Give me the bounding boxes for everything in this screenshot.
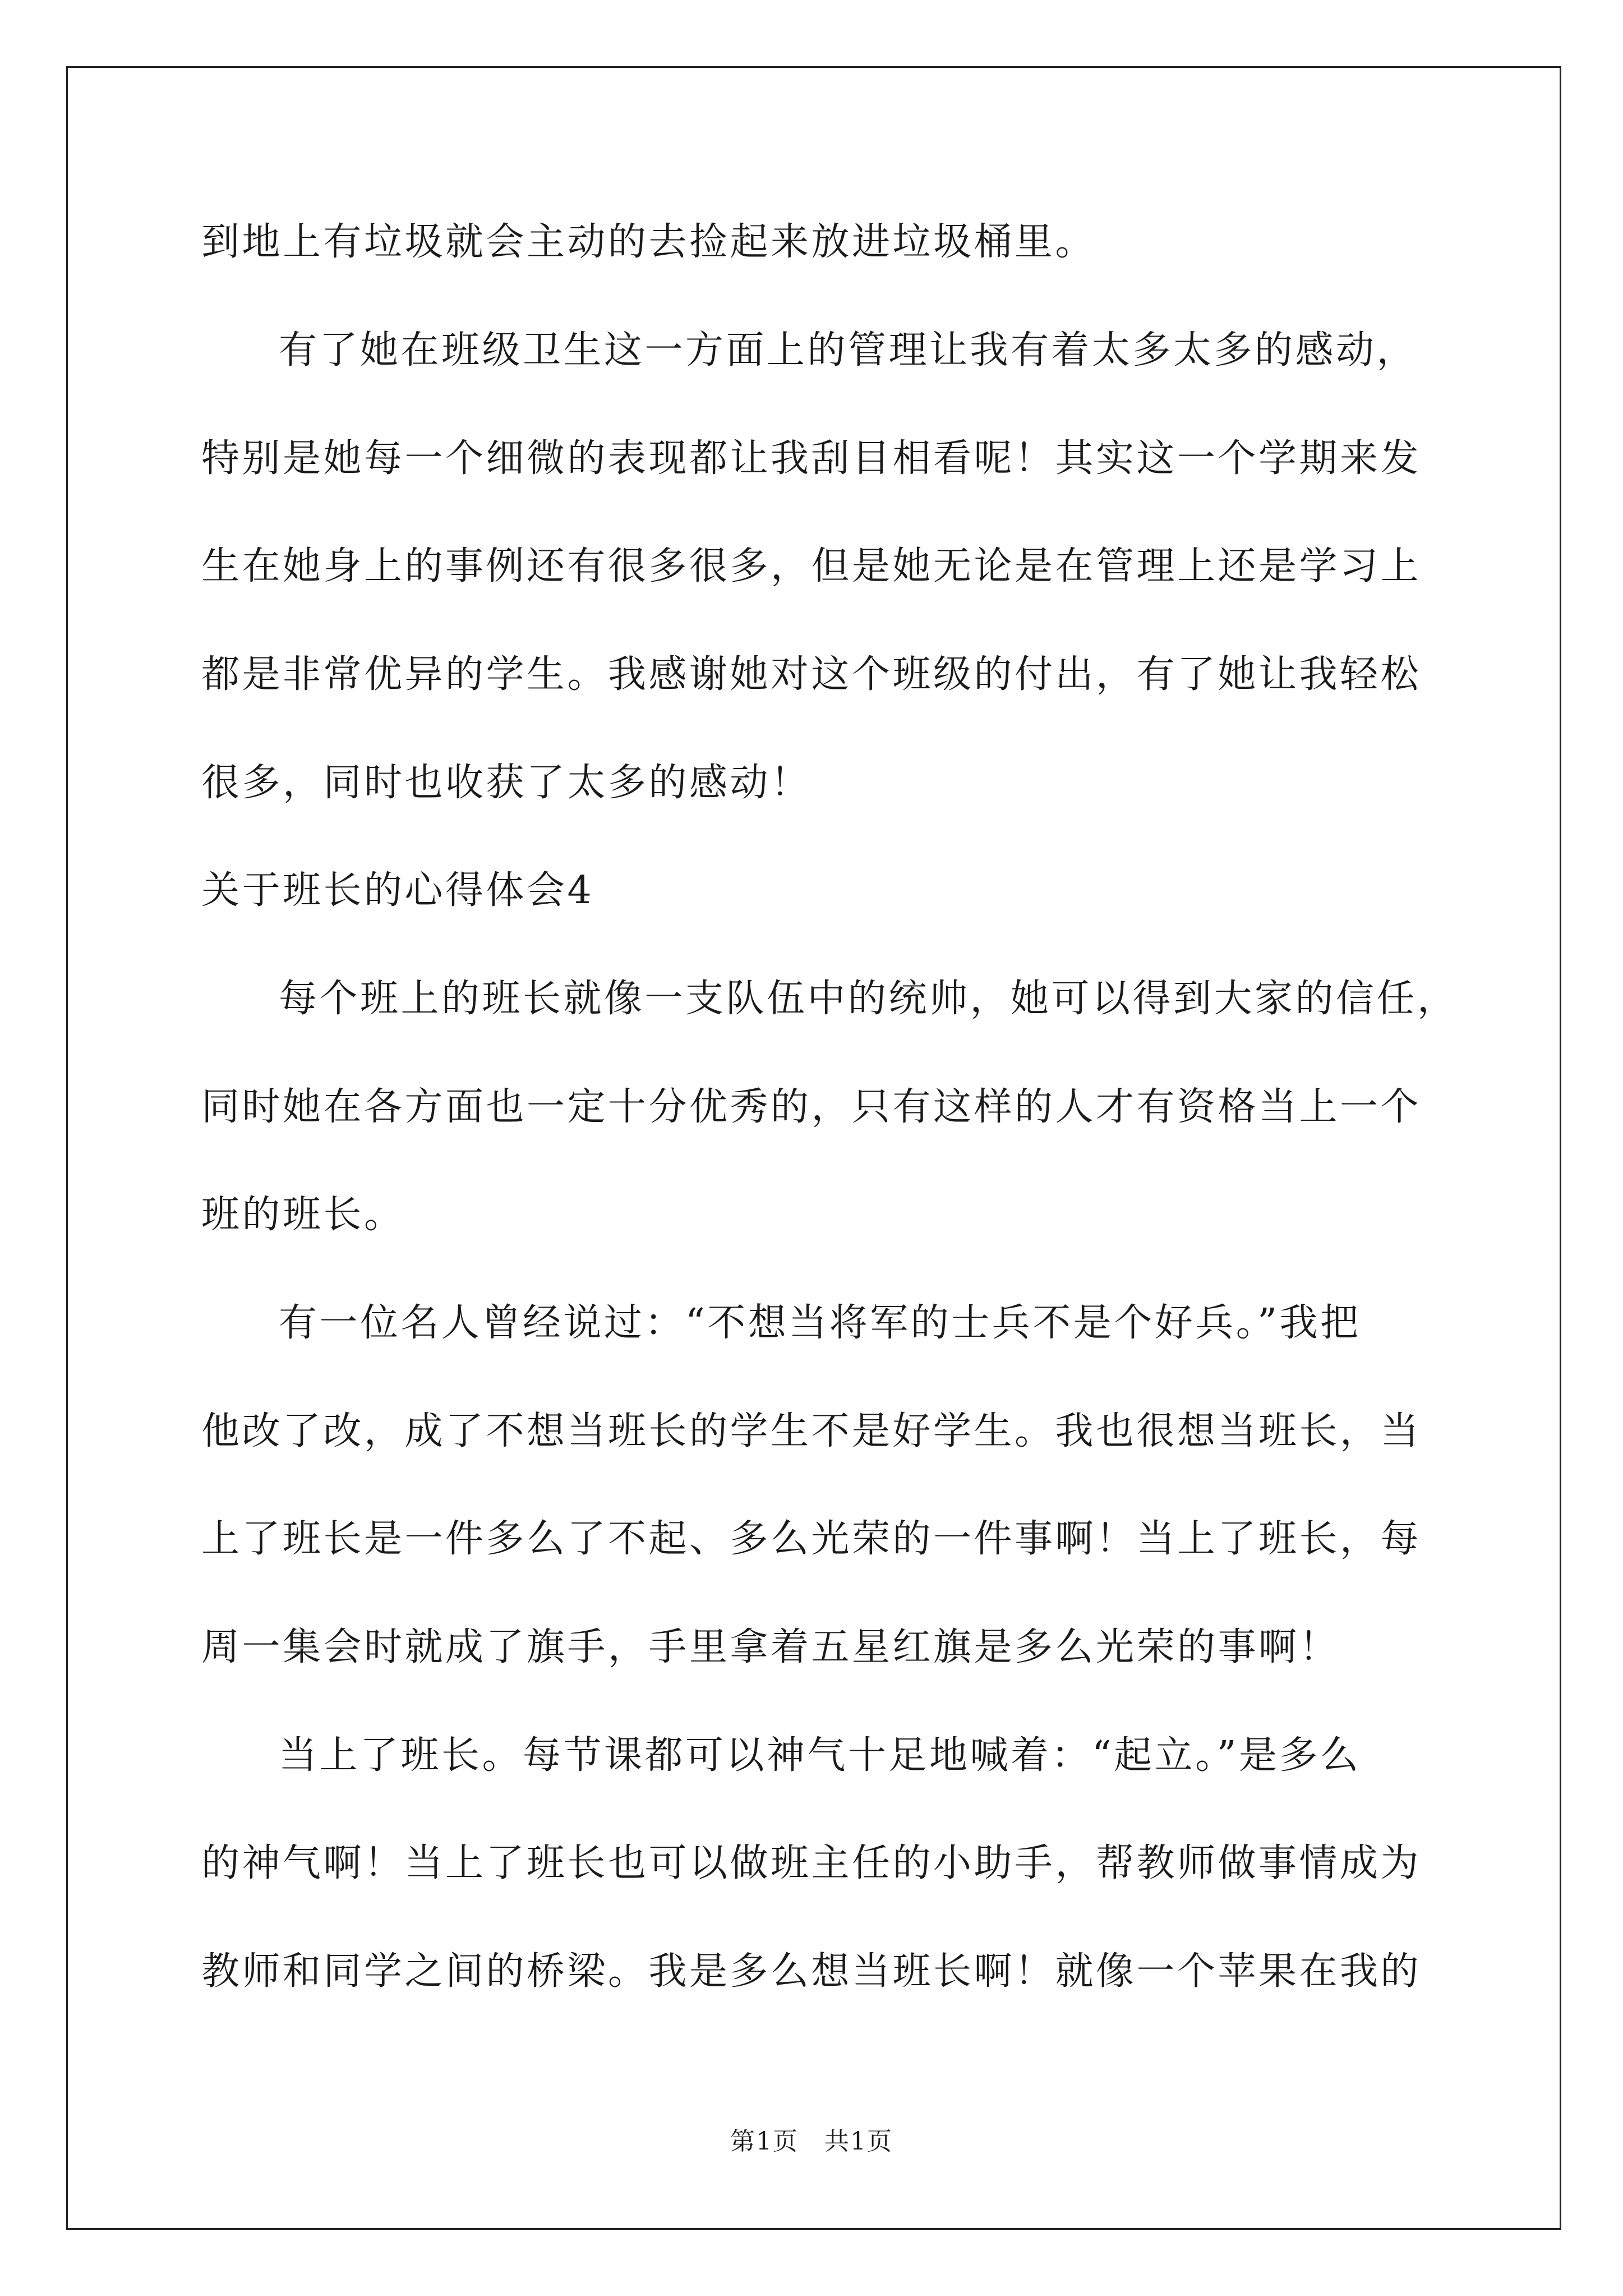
text-line-14: 周一集会时就成了旗手，手里拿着五星红旗是多么光荣的事啊！ <box>201 1625 1340 1669</box>
text-line-11: 有一位名人曾经说过：“不想当将军的士兵不是个好兵。”我把 <box>279 1301 1361 1345</box>
page-border <box>66 66 1561 2230</box>
text-line-8: 每个班上的班长就像一支队伍中的统帅，她可以得到大家的信任， <box>279 977 1458 1021</box>
text-line-2: 有了她在班级卫生这一方面上的管理让我有着太多太多的感动， <box>279 328 1418 372</box>
page-footer: 第1页 共1页 <box>730 2127 893 2156</box>
text-line-13: 上了班长是一件多么了不起、多么光荣的一件事啊！当上了班长，每 <box>201 1517 1422 1561</box>
text-line-9: 同时她在各方面也一定十分优秀的，只有这样的人才有资格当上一个 <box>201 1085 1422 1129</box>
text-line-4: 生在她身上的事例还有很多很多，但是她无论是在管理上还是学习上 <box>201 544 1422 588</box>
text-line-5: 都是非常优异的学生。我感谢她对这个班级的付出，有了她让我轻松 <box>201 652 1422 697</box>
text-line-1: 到地上有垃圾就会主动的去捡起来放进垃圾桶里。 <box>201 220 1096 264</box>
text-line-6: 很多，同时也收获了太多的感动！ <box>201 761 811 805</box>
text-line-15: 当上了班长。每节课都可以神气十足地喊着：“起立。”是多么 <box>279 1733 1361 1778</box>
text-line-10: 班的班长。 <box>201 1193 405 1237</box>
text-line-17: 教师和同学之间的桥梁。我是多么想当班长啊！就像一个苹果在我的 <box>201 1949 1422 1994</box>
text-line-16: 的神气啊！当上了班长也可以做班主任的小助手，帮教师做事情成为 <box>201 1841 1422 1885</box>
text-line-12: 他改了改，成了不想当班长的学生不是好学生。我也很想当班长，当 <box>201 1409 1422 1453</box>
text-line-3: 特别是她每一个细微的表现都让我刮目相看呢！其实这一个学期来发 <box>201 436 1422 481</box>
section-heading: 关于班长的心得体会4 <box>201 868 594 913</box>
